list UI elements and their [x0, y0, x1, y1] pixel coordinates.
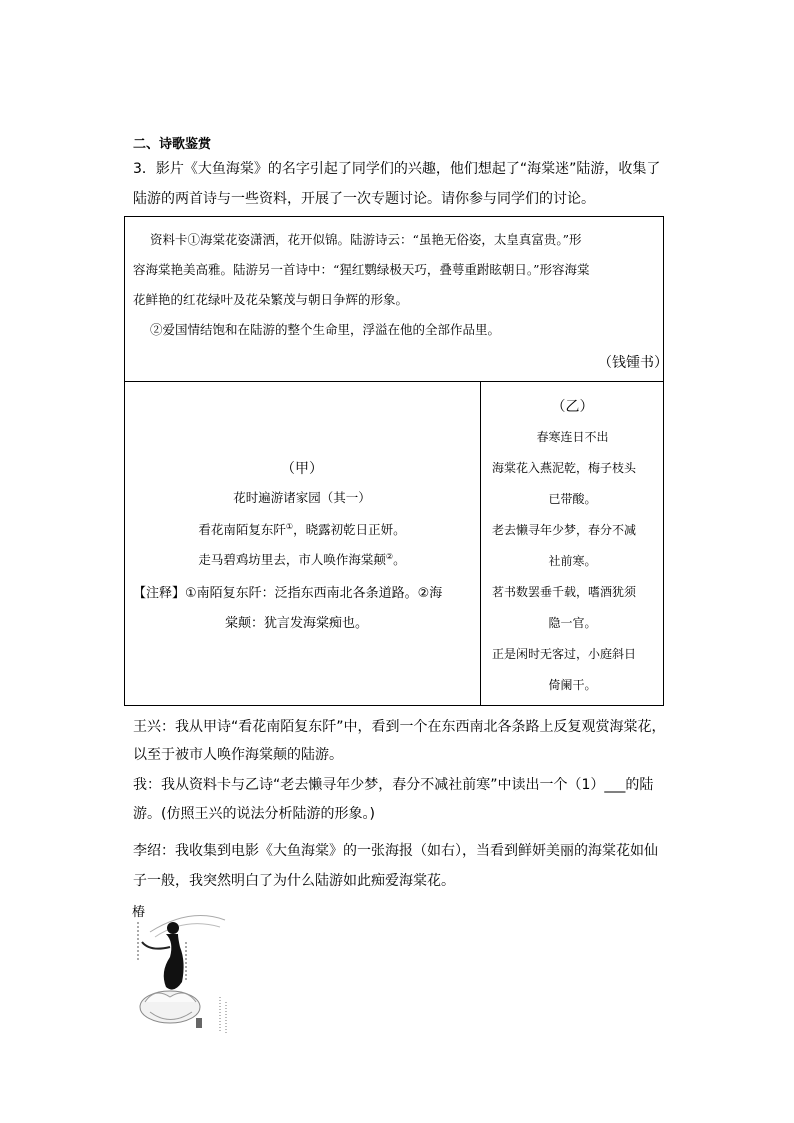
- poem-jia-line1-rest: ，晓露初乾日正妍。: [293, 522, 406, 537]
- poem-jia-line2-text: 走马碧鸡坊里去，市人唤作海棠颠: [198, 552, 386, 567]
- discussion-wangxing-line1: 王兴：我从甲诗“看花南陌复东阡”中，看到一个在东西南北各条路上反复观赏海棠花，: [133, 719, 666, 735]
- note-marker-1: ①: [285, 521, 294, 531]
- poem-yi-line4: 社前寒。: [548, 554, 597, 568]
- discussion-me-line1: 我：我从资料卡与乙诗“老去懒寻年少梦，春分不减社前寒”中读出一个（1）___的陆: [133, 777, 654, 793]
- poem-yi-line7: 正是闲时无客过，小庭斜日: [492, 647, 637, 661]
- material-card-source: （钱锺书）: [598, 355, 668, 371]
- section-heading: 二、诗歌鉴赏: [133, 137, 212, 152]
- poem-jia-line1-text: 看花南陌复东阡: [198, 522, 286, 537]
- material-card-line4: ②爱国情结饱和在陆游的整个生命里，浮溢在他的全部作品里。: [150, 322, 501, 337]
- poem-jia-label: （甲）: [281, 461, 323, 477]
- material-card-line3: 花鲜艳的红花绿叶及花朵繁茂与朝日争辉的形象。: [133, 292, 409, 307]
- poem-yi-line3: 老去懒寻年少梦，春分不减: [492, 523, 637, 537]
- poster-title-char: 椿: [132, 905, 146, 920]
- poem-yi-line8: 倚阑干。: [548, 678, 597, 692]
- poem-jia-note-line1: 【注释】①南陌复东阡：泛指东西南北各条道路。②海: [133, 586, 443, 601]
- question-text-line2: 陆游的两首诗与一些资料，开展了一次专题讨论。请你参与同学们的讨论。: [133, 191, 595, 207]
- poem-yi-line6: 隐一官。: [548, 616, 597, 630]
- poster-illustration: [130, 902, 240, 1042]
- poem-jia-note-line2: 棠颠：犹言发海棠痴也。: [225, 616, 369, 631]
- poem-yi-line1: 海棠花入燕泥乾，梅子枝头: [492, 461, 637, 475]
- poem-jia-line2-rest: 。: [393, 552, 406, 567]
- material-card-line2: 容海棠艳美高雅。陆游另一首诗中：“猩红鹦绿极天巧，叠萼重跗眩朝日。”形容海棠: [133, 262, 590, 277]
- poem-yi-title: 春寒连日不出: [536, 430, 609, 444]
- poem-jia-line1: [124, 520, 480, 538]
- movie-poster-image: [130, 902, 240, 1042]
- discussion-wangxing-line2: 以至于被市人唤作海棠颠的陆游。: [133, 747, 343, 763]
- poem-jia-title: 花时遍游诸家园（其一）: [233, 490, 371, 505]
- discussion-lishao-line2: 子一般，我突然明白了为什么陆游如此痴爱海棠花。: [133, 873, 455, 889]
- poem-yi-label: （乙）: [551, 399, 594, 415]
- question-text-line1: 3．影片《大鱼海棠》的名字引起了同学们的兴趣，他们想起了“海棠迷”陆游，收集了: [133, 161, 661, 177]
- poem-yi-line2: 已带酸。: [548, 492, 597, 506]
- poem-yi-line5: 茗书数罢垂千载，嗜酒犹须: [492, 585, 637, 599]
- poem-jia-line2: [124, 550, 480, 568]
- material-card-line1: 资料卡①海棠花姿潇洒，花开似锦。陆游诗云：“虽艳无俗姿，太皇真富贵。”形: [150, 232, 582, 247]
- discussion-lishao-line1: 李绍：我收集到电影《大鱼海棠》的一张海报（如右），当看到鲜妍美丽的海棠花如仙: [133, 843, 658, 859]
- note-marker-2: ②: [385, 551, 394, 561]
- discussion-me-line2: 游。(仿照王兴的说法分析陆游的形象。): [133, 806, 375, 822]
